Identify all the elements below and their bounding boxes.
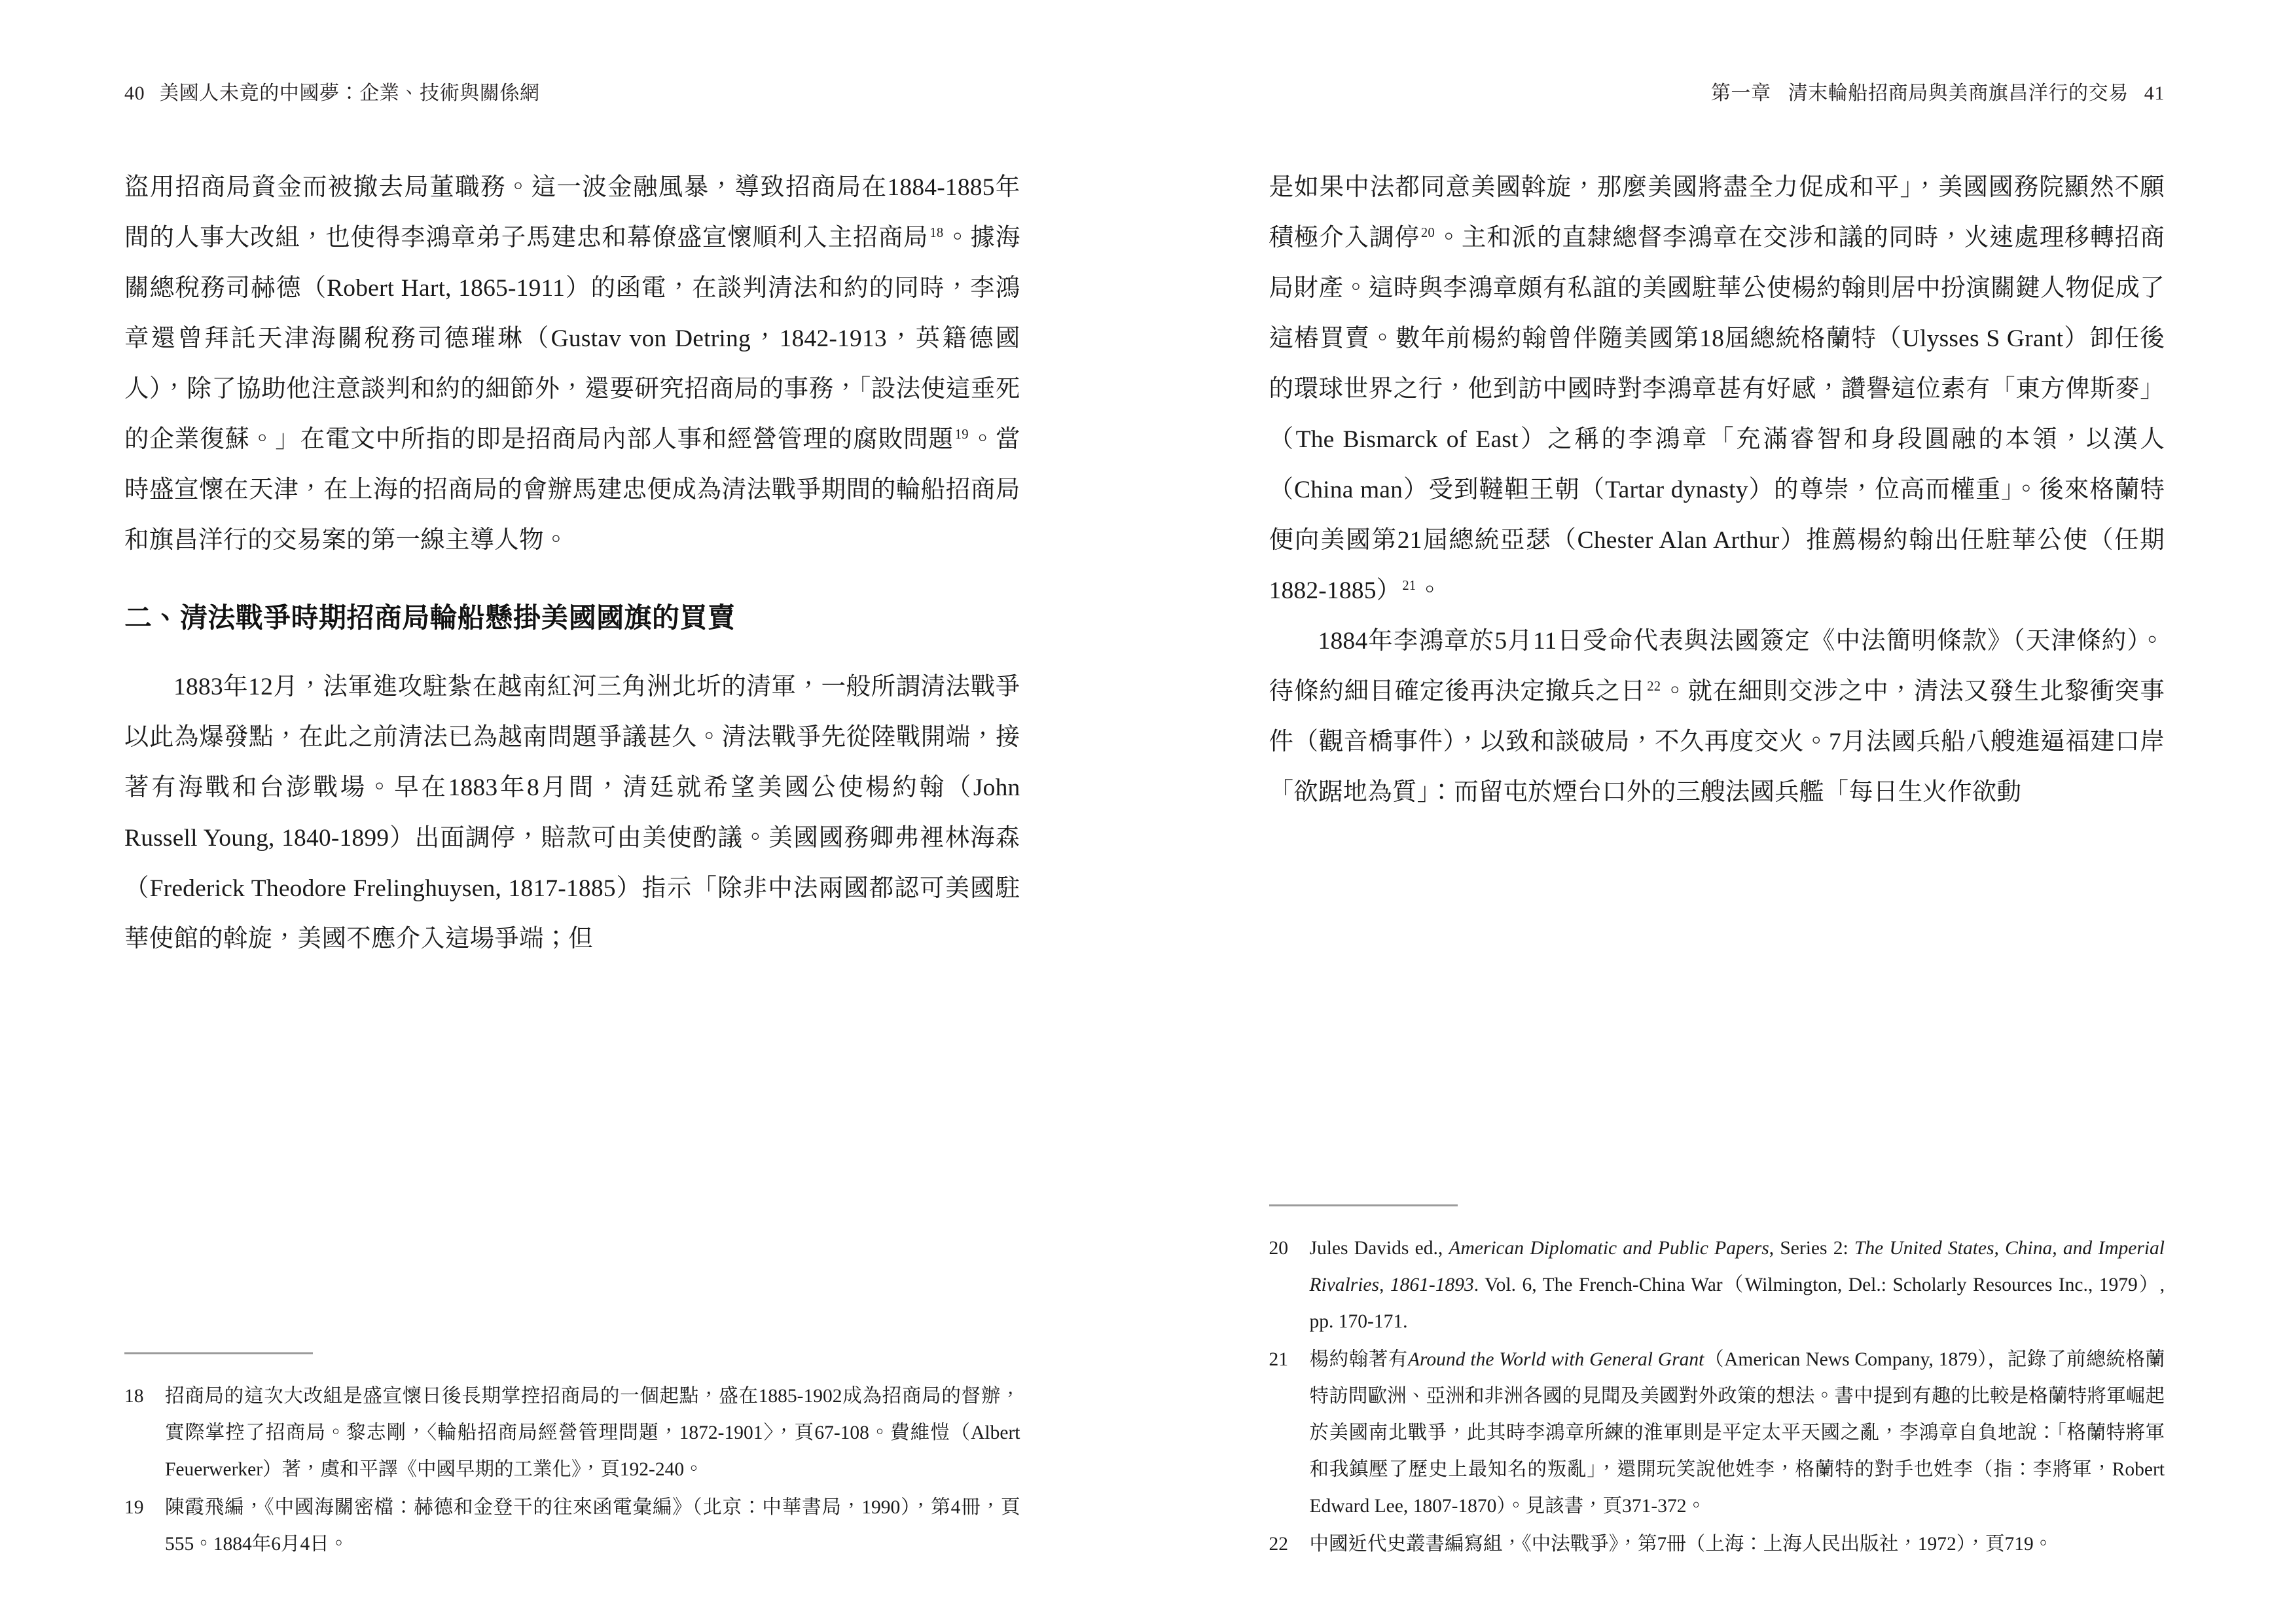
- footnote-text: 陳霞飛編，《中國海關密檔：赫德和金登干的往來函電彙編》（北京：中華書局，1990），第4冊，頁555。1884年6月4日。: [165, 1497, 1020, 1555]
- footnote-number: 22: [1269, 1534, 1288, 1555]
- running-head-title-left: 美國人未竟的中國夢：企業、技術與關係網: [159, 82, 540, 104]
- footnotes-right: [1269, 1204, 2165, 1564]
- footnote-text: 楊約翰著有Around the World with General Grant（American News Company, 1879），記錄了前總統格蘭特訪問歐洲、亞洲和非洲各國的見聞及美國對外政策的想法。書中提到有趣的比較是格蘭特將軍崛起於美國南北戰爭，此其時李鴻章所練的淮軍則是平定太平天國之亂，李鴻章自負地說：「格蘭特將軍和我鎮壓了歷史上最知名的叛亂」，還開玩笑說他姓李，格蘭特的對手也姓李（指：李將軍，Robert Edward Lee, 1807-1870）。見該書，頁371-372。: [1309, 1349, 2165, 1517]
- paragraph: 1884年李鴻章於5月11日受命代表與法國簽定《中法簡明條款》（天津條約）。待條約細目確定後再決定撤兵之日$^{22}$。就在細則交涉之中，清法又發生北黎衝突事件（觀音橋事件），以致和談破局，不久再度交火。7月法國兵船八艘進逼福建口岸「欲踞地為質」：而留屯於煙台口外的三艘法國兵艦「每日生火作欲動: [1269, 628, 2165, 806]
- paragraph: 1883年12月，法軍進攻駐紮在越南紅河三角洲北圻的清軍，一般所謂清法戰爭以此為爆發點，在此之前清法已為越南問題爭議甚久。清法戰爭先從陸戰開端，接著有海戰和台澎戰場。早在1883年8月間，清廷就希望美國公使楊約翰（John Russell Young, 1840-1899）出面調停，賠款可由美使酌議。美國國務卿弗裡林海森（Frederick Theodore Frelinghuysen, 1817-1885）指示「除非中法兩國都認可美國駐華使館的斡旋，美國不應介入這場爭端；但: [124, 673, 1020, 952]
- running-head-chapter-right: 第一章: [1710, 82, 1771, 104]
- footnote-item: [1269, 1341, 2165, 1525]
- footnote-number: 20: [1269, 1238, 1288, 1259]
- paragraph: 盜用招商局資金而被撤去局董職務。這一波金融風暴，導致招商局在1884-1885年間的人事大改組，也使得李鴻章弟子馬建忠和幕僚盛宣懷順利入主招商局$^{18}$。據海關總稅務司赫德（Robert Hart, 1865-1911）的函電，在談判清法和約的同時，李鴻章還曾拜託天津海關稅務司德璀琳（Gustav von Detring，1842-1913，英籍德國人），除了協助他注意談判和約的細節外，還要研究招商局的事務，「設法使這垂死的企業復蘇。」在電文中所指的即是招商局內部人事和經營管理的腐敗問題$^{19}$。當時盛宣懷在天津，在上海的招商局的會辦馬建忠便成為清法戰爭期間的輪船招商局和旗昌洋行的交易案的第一線主導人物。: [124, 174, 1020, 554]
- paragraph: 是如果中法都同意美國斡旋，那麼美國將盡全力促成和平」，美國國務院顯然不願積極介入調停$^{20}$。主和派的直隸總督李鴻章在交涉和議的同時，火速處理移轉招商局財產。這時與李鴻章頗有私誼的美國駐華公使楊約翰則居中扮演關鍵人物促成了這樁買賣。數年前楊約翰曾伴隨美國第18屆總統格蘭特（Ulysses S Grant）卸任後的環球世界之行，他到訪中國時對李鴻章甚有好感，讚譽這位素有「東方俾斯麥」（The Bismarck of East）之稱的李鴻章「充滿睿智和身段圓融的本領，以漢人（China man）受到韃靼王朝（Tartar dynasty）的尊崇，位高而權重」。後來格蘭特便向美國第21屆總統亞瑟（Chester Alan Arthur）推薦楊約翰出任駐華公使（任期1882-1885）$^{21}$。: [1269, 174, 2165, 604]
- footnote-text: 招商局的這次大改組是盛宣懷日後長期掌控招商局的一個起點，盛在1885-1902成為招商局的督辦，實際掌控了招商局。黎志剛，〈輪船招商局經營管理問題，1872-1901〉，頁67-108。費維愷（Albert Feuerwerker）著，虞和平譯《中國早期的工業化》，頁192-240。: [165, 1386, 1020, 1480]
- footnote-item: [124, 1489, 1020, 1562]
- running-head-title-right: 清末輪船招商局與美商旗昌洋行的交易: [1788, 82, 2129, 104]
- running-head-left: [124, 79, 1020, 109]
- folio-number-right: 41: [2144, 82, 2165, 104]
- footnote-number: 21: [1269, 1349, 1288, 1370]
- footnote-text: 中國近代史叢書編寫組，《中法戰爭》，第7冊（上海：上海人民出版社，1972），頁719。: [1309, 1534, 2053, 1555]
- running-head-right: [1269, 79, 2165, 109]
- footnote-item: [1269, 1230, 2165, 1340]
- footnote-separator-rule: [124, 1352, 313, 1354]
- page-right: [1145, 0, 2289, 1624]
- footnote-item: [1269, 1526, 2165, 1562]
- footnote-number: 19: [124, 1497, 144, 1518]
- footnote-number: 18: [124, 1386, 144, 1407]
- footnote-item: [124, 1378, 1020, 1488]
- section-heading: 二、清法戰爭時期招商局輪船懸掛美國國旗的買賣: [124, 602, 736, 634]
- folio-number-left: 40: [124, 82, 145, 104]
- footnote-separator-rule: [1269, 1204, 1458, 1206]
- footnotes-left: [124, 1352, 1020, 1564]
- footnote-text: Jules Davids ed., American Diplomatic and Public Papers, Series 2: The United States, China, and Imperial Rivalries, 1861-1893. Vol. 6, The French-China War（Wilmington, Del.: Scholarly Resources Inc., 1979）, pp. 170-171.: [1309, 1238, 2165, 1332]
